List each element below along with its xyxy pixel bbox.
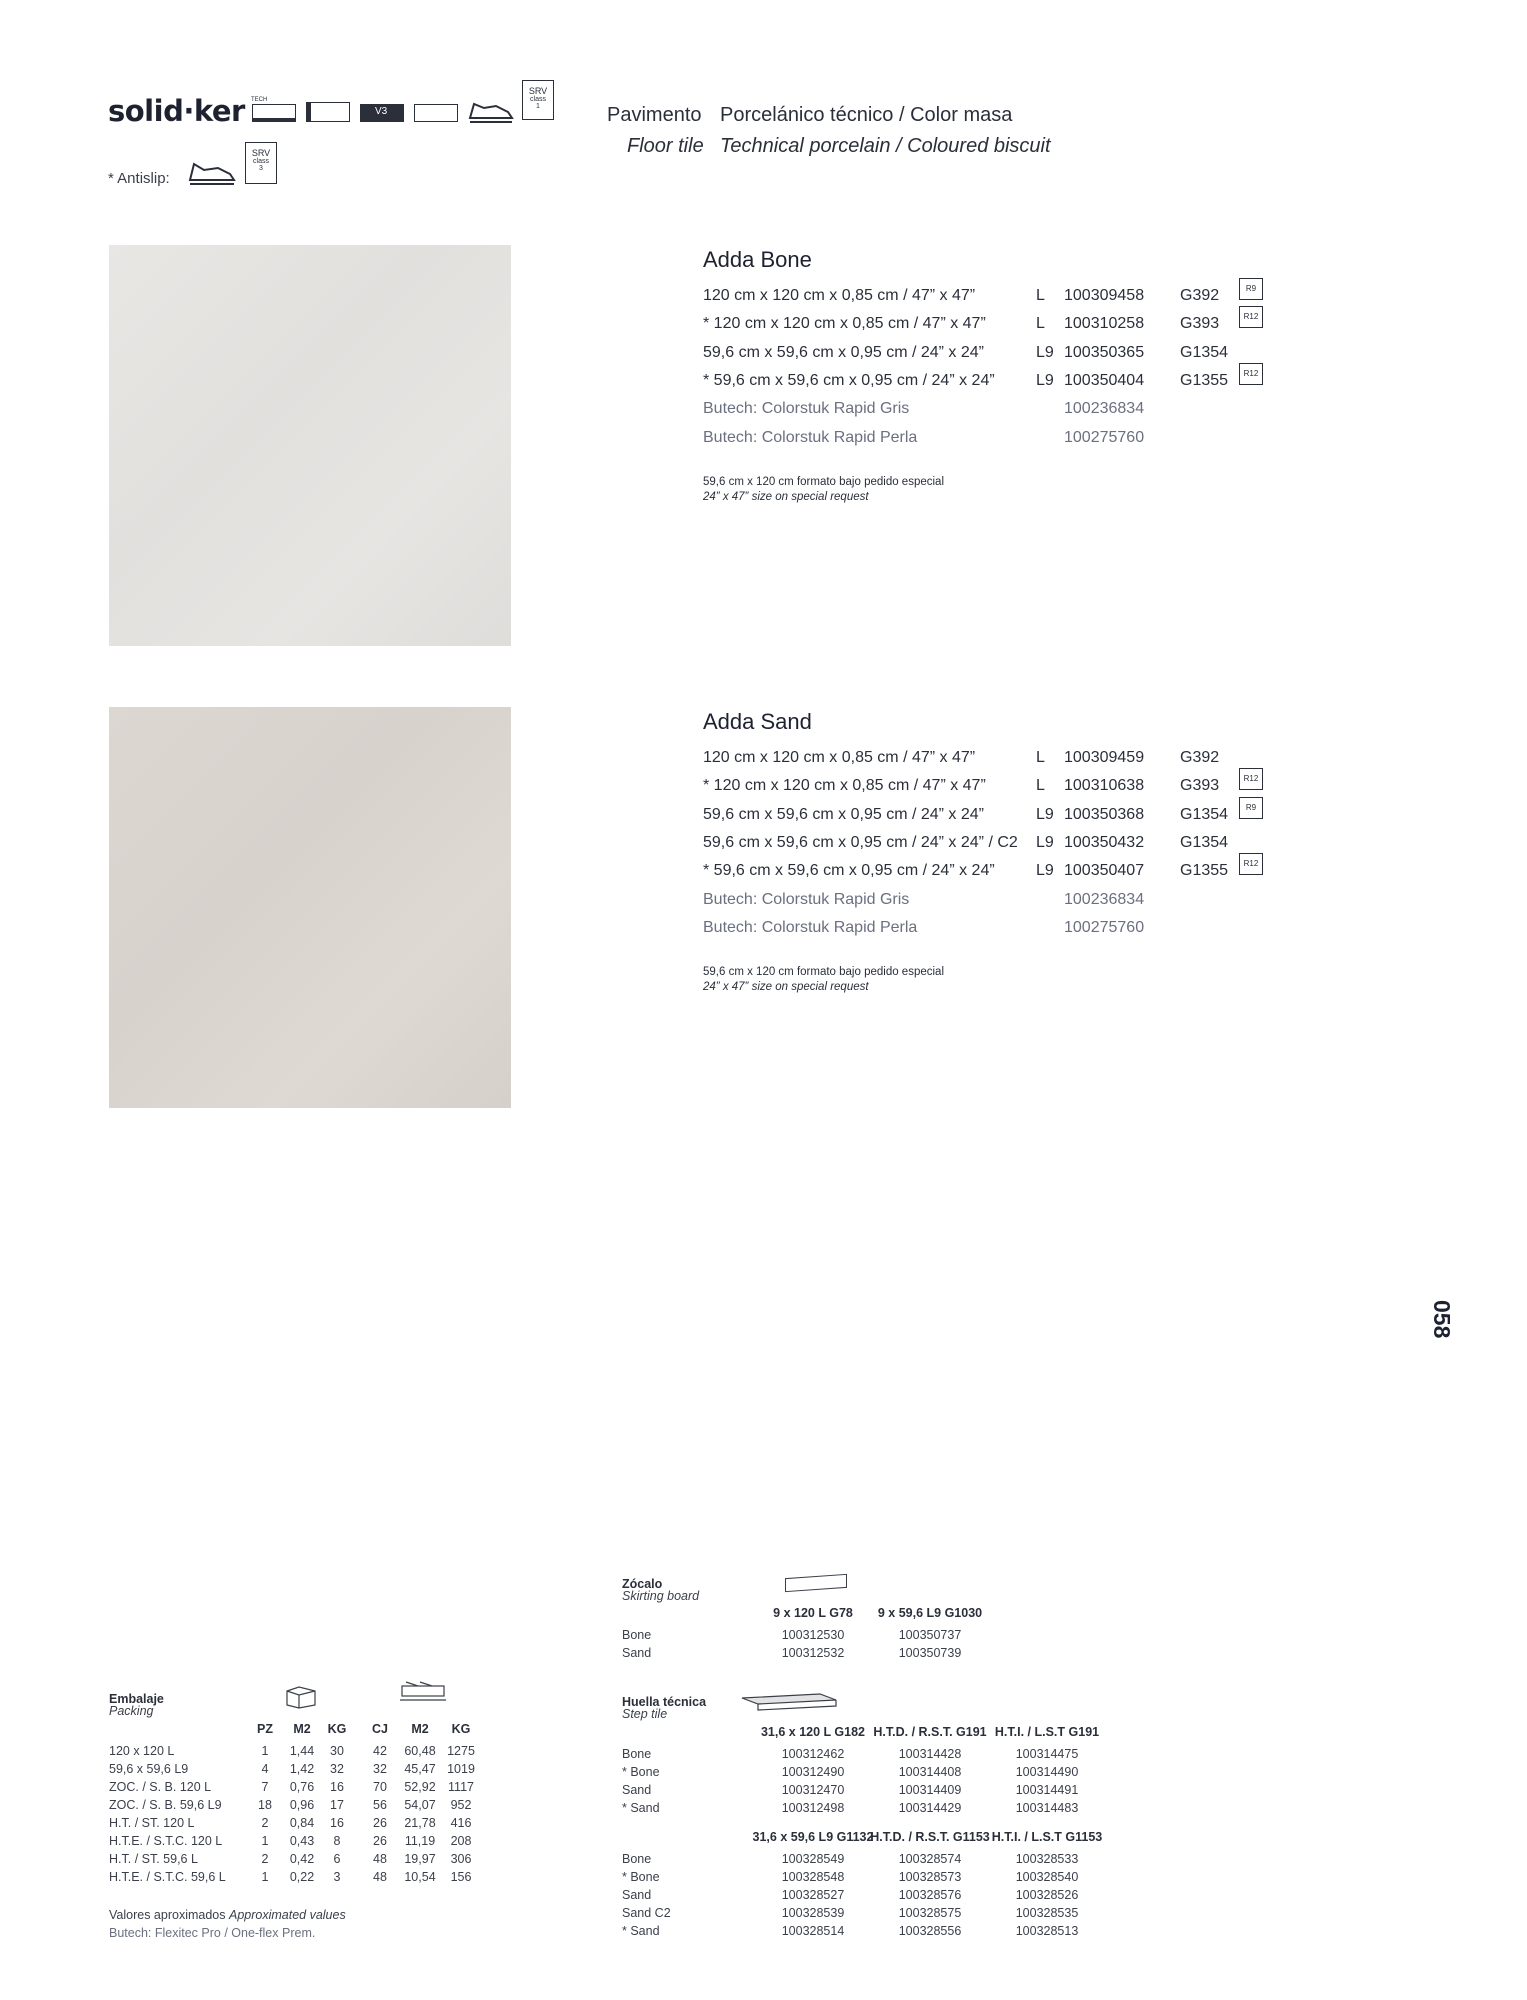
step-code: 100314491 (1015, 1783, 1079, 1797)
step-code: 100328556 (898, 1924, 962, 1938)
slip-rating-badge: R12 (1239, 306, 1263, 328)
size-cell: Butech: Colorstuk Rapid Perla (703, 918, 918, 936)
code-cell: 100350407 (1064, 862, 1145, 880)
packing-format: 59,6 x 59,6 L9 (109, 1762, 189, 1776)
packing-format: H.T. / ST. 120 L (109, 1816, 195, 1830)
packing-value: 1 (261, 1744, 269, 1758)
skirting-code: 100312532 (781, 1646, 845, 1660)
code-cell: 100350404 (1064, 371, 1145, 389)
packing-value: 11,19 (404, 1834, 436, 1848)
step-color: Sand (622, 1783, 652, 1797)
srv-label: SRV (251, 148, 271, 158)
srv-class-3-badge (245, 142, 277, 184)
packing-value: 1117 (448, 1780, 474, 1794)
packing-format: ZOC. / S. B. 59,6 L9 (109, 1798, 222, 1812)
size-cell: Butech: Colorstuk Rapid Gris (703, 400, 910, 418)
step-code: 100328575 (898, 1906, 962, 1920)
packing-format: ZOC. / S. B. 120 L (109, 1780, 212, 1794)
packing-title-es: Embalaje (109, 1692, 164, 1706)
packing-header: KG (327, 1722, 347, 1736)
group-cell: G393 (1180, 315, 1220, 333)
packing-value: 0,42 (289, 1852, 315, 1866)
srv-label: SRV (528, 86, 548, 96)
step-code: 100328549 (781, 1852, 845, 1866)
packing-value: 32 (330, 1762, 344, 1776)
packing-value: 1275 (447, 1744, 475, 1758)
packing-value: 952 (450, 1798, 472, 1812)
size-cell: Butech: Colorstuk Rapid Perla (703, 428, 918, 446)
butech-adhesive: Butech: Flexitec Pro / One-flex Prem. (109, 1926, 316, 1940)
product-title: Adda Sand (703, 709, 812, 734)
packing-value: 60,48 (404, 1744, 436, 1758)
packing-value: 45,47 (404, 1762, 436, 1776)
adda-bone-swatch (109, 245, 511, 646)
step-code: 100314475 (1015, 1747, 1079, 1761)
step-color: Bone (622, 1747, 652, 1761)
group-cell: G392 (1180, 287, 1220, 304)
packing-format: H.T.E. / S.T.C. 59,6 L (109, 1870, 226, 1884)
skirting-header: 9 x 120 L G78 (773, 1606, 853, 1620)
step-code: 100312498 (781, 1801, 845, 1815)
step-code: 100328574 (898, 1852, 962, 1866)
step-icon (740, 1690, 840, 1717)
special-order-note-es: 59,6 cm x 120 cm formato bajo pedido especial (703, 966, 944, 978)
antislip-shoe-icon (188, 158, 236, 191)
edge-cell: L (1036, 287, 1045, 304)
code-cell: 100310638 (1064, 777, 1145, 795)
tech-label: TECH (251, 97, 268, 103)
packing-format: 120 x 120 L (109, 1744, 175, 1758)
packing-value: 6 (333, 1852, 341, 1866)
packing-value: 3 (333, 1870, 341, 1884)
step-color: * Sand (622, 1801, 660, 1815)
code-cell: 100275760 (1064, 428, 1145, 446)
step-code: 100328514 (781, 1924, 845, 1938)
edge-cell: L (1036, 777, 1045, 795)
slip-rating-badge: R12 (1239, 768, 1263, 790)
pallet-icon (398, 1680, 448, 1711)
packing-value: 30 (330, 1744, 344, 1758)
step-code: 100314408 (898, 1765, 962, 1779)
packing-value: 7 (261, 1780, 269, 1794)
packing-value: 17 (330, 1798, 344, 1812)
step-code: 100314490 (1015, 1765, 1079, 1779)
step-code: 100312462 (781, 1747, 845, 1761)
packing-header: KG (451, 1722, 471, 1736)
box-icon (284, 1685, 318, 1714)
packing-value: 8 (333, 1834, 341, 1848)
group-cell: G1355 (1180, 862, 1229, 880)
packing-value: 0,43 (289, 1834, 315, 1848)
code-cell: 100350365 (1064, 343, 1145, 361)
step-code: 100328513 (1015, 1924, 1079, 1938)
size-cell: * 59,6 cm x 59,6 cm x 0,95 cm / 24” x 24” (703, 371, 995, 389)
packing-header: PZ (257, 1722, 273, 1736)
skirting-code: 100350737 (898, 1628, 962, 1642)
size-cell: * 120 cm x 120 cm x 0,85 cm / 47” x 47” (703, 777, 986, 795)
group-cell: G1354 (1180, 833, 1229, 851)
packing-value: 0,96 (289, 1798, 315, 1812)
edge-cell: L9 (1036, 833, 1054, 851)
size-cell: 120 cm x 120 cm x 0,85 cm / 47” x 47” (703, 287, 976, 304)
packing-value: 26 (373, 1834, 387, 1848)
code-cell: 100309459 (1064, 749, 1145, 766)
brand-logo (108, 94, 245, 128)
srv-class-label: class (530, 96, 546, 103)
step-header: H.T.I. / L.S.T G1153 (991, 1830, 1103, 1844)
skirting-header: 9 x 59,6 L9 G1030 (877, 1606, 983, 1620)
special-order-note-es: 59,6 cm x 120 cm formato bajo pedido especial (703, 476, 944, 488)
step-color: Sand C2 (622, 1906, 671, 1920)
step-title-es: Huella técnica (622, 1695, 707, 1709)
packing-format: H.T.E. / S.T.C. 120 L (109, 1834, 223, 1848)
step-code: 100328535 (1015, 1906, 1079, 1920)
step-code: 100314428 (898, 1747, 962, 1761)
step-code: 100314429 (898, 1801, 962, 1815)
size-cell: 120 cm x 120 cm x 0,85 cm / 47” x 47” (703, 749, 976, 766)
packing-header: M2 (293, 1722, 311, 1736)
antislip-label: * Antislip: (108, 170, 170, 187)
code-cell: 100275760 (1064, 918, 1145, 936)
code-cell: 100309458 (1064, 287, 1145, 304)
group-cell: G392 (1180, 749, 1220, 766)
step-code: 100314483 (1015, 1801, 1079, 1815)
packing-value: 1019 (447, 1762, 475, 1776)
srv-class-1-badge (522, 80, 554, 120)
step-code: 100328533 (1015, 1852, 1079, 1866)
packing-value: 16 (330, 1780, 344, 1794)
packing-value: 26 (373, 1816, 387, 1830)
brand-separator: · (183, 94, 194, 128)
packing-format: H.T. / ST. 59,6 L (109, 1852, 198, 1866)
size-cell: 59,6 cm x 59,6 cm x 0,95 cm / 24” x 24” (703, 343, 984, 361)
packing-value: 19,97 (404, 1852, 436, 1866)
special-order-note-en: 24” x 47” size on special request (703, 981, 869, 993)
size-cell: 59,6 cm x 59,6 cm x 0,95 cm / 24” x 24” (703, 805, 984, 823)
packing-value: 21,78 (404, 1816, 436, 1830)
skirting-color: Sand (622, 1646, 652, 1660)
group-cell: G1354 (1180, 805, 1229, 823)
packing-value: 32 (373, 1762, 387, 1776)
slip-rating-badge: R12 (1239, 363, 1263, 385)
skirting-title-en: Skirting board (622, 1589, 700, 1603)
packing-value: 1,42 (289, 1762, 315, 1776)
packing-value: 306 (450, 1852, 472, 1866)
step-color: * Bone (622, 1870, 660, 1884)
group-cell: G1355 (1180, 371, 1229, 389)
slip-rating-badge: R9 (1239, 797, 1263, 819)
packing-value: 56 (373, 1798, 387, 1812)
packing-value: 0,76 (289, 1780, 315, 1794)
header-es-label: Pavimento (607, 104, 702, 126)
packing-title-en: Packing (109, 1704, 154, 1718)
wall-tile-icon (306, 102, 350, 122)
group-cell: G1354 (1180, 343, 1229, 361)
packing-value: 0,84 (289, 1816, 315, 1830)
srv-class-number: 3 (259, 165, 263, 172)
step-code: 100314409 (898, 1783, 962, 1797)
group-cell: G393 (1180, 777, 1220, 795)
srv-class-label: class (253, 158, 269, 165)
step-color: * Sand (622, 1924, 660, 1938)
packing-value: 1 (261, 1870, 269, 1884)
step-color: Sand (622, 1888, 652, 1902)
edge-cell: L (1036, 315, 1045, 333)
packing-value: 42 (373, 1744, 387, 1758)
special-order-note-en: 24” x 47” size on special request (703, 491, 869, 503)
code-cell: 100236834 (1064, 890, 1145, 908)
edge-cell: L9 (1036, 805, 1054, 823)
size-cell: * 59,6 cm x 59,6 cm x 0,95 cm / 24” x 24” (703, 862, 995, 880)
code-cell: 100350432 (1064, 833, 1145, 851)
packing-header: M2 (411, 1722, 429, 1736)
step-code: 100328526 (1015, 1888, 1079, 1902)
page-number: 058 (1429, 1300, 1455, 1339)
packing-value: 2 (261, 1852, 269, 1866)
step-header: 31,6 x 120 L G182 (760, 1725, 866, 1739)
step-code: 100328527 (781, 1888, 845, 1902)
approx-es: Valores aproximados (109, 1908, 226, 1922)
approx-en: Approximated values (228, 1908, 346, 1922)
edge-cell: L9 (1036, 343, 1054, 361)
step-color: Bone (622, 1852, 652, 1866)
step-code: 100328548 (781, 1870, 845, 1884)
header-en-label: Floor tile (627, 135, 704, 157)
step-code: 100328573 (898, 1870, 962, 1884)
step-code: 100328576 (898, 1888, 962, 1902)
skirting-code: 100350739 (898, 1646, 962, 1660)
packing-value: 70 (373, 1780, 387, 1794)
packing-value: 1,44 (289, 1744, 315, 1758)
packing-value: 1 (261, 1834, 269, 1848)
packing-value: 48 (373, 1870, 387, 1884)
edge-cell: L (1036, 749, 1045, 766)
approx-values (109, 1908, 346, 1922)
brand-left: solid (108, 94, 184, 128)
v3-icon (360, 104, 404, 122)
packing-value: 16 (330, 1816, 344, 1830)
packing-header: CJ (372, 1722, 388, 1736)
size-cell: 59,6 cm x 59,6 cm x 0,95 cm / 24” x 24” / C2 (703, 833, 1018, 851)
packing-value: 4 (261, 1762, 269, 1776)
step-header: 31,6 x 59,6 L9 G1132 (752, 1830, 874, 1844)
step-code: 100328540 (1015, 1870, 1079, 1884)
edge-cell: L9 (1036, 371, 1054, 389)
packing-value: 54,07 (404, 1798, 436, 1812)
step-code: 100312490 (781, 1765, 845, 1779)
header-en-desc: Technical porcelain / Coloured biscuit (720, 135, 1051, 157)
header-es-desc: Porcelánico técnico / Color masa (720, 104, 1013, 126)
tech-floor-icon (252, 104, 296, 122)
brand-right: ker (193, 94, 245, 128)
edge-cell: L9 (1036, 862, 1054, 880)
shoe-icon (468, 98, 514, 129)
srv-class-number: 1 (536, 103, 540, 110)
skirting-code: 100312530 (781, 1628, 845, 1642)
step-code: 100328539 (781, 1906, 845, 1920)
packing-value: 10,54 (404, 1870, 436, 1884)
packing-value: 0,22 (289, 1870, 315, 1884)
step-header: H.T.D. / R.S.T. G191 (873, 1725, 987, 1739)
packing-value: 208 (450, 1834, 472, 1848)
packing-value: 52,92 (404, 1780, 436, 1794)
code-cell: 100310258 (1064, 315, 1145, 333)
v3-label: V3 (375, 106, 388, 117)
packing-value: 416 (450, 1816, 472, 1830)
step-code: 100312470 (781, 1783, 845, 1797)
step-header: H.T.I. / L.S.T G191 (994, 1725, 1100, 1739)
step-title-en: Step tile (622, 1707, 668, 1721)
slip-rating-badge: R9 (1239, 278, 1263, 300)
packing-value: 18 (258, 1798, 272, 1812)
code-cell: 100350368 (1064, 805, 1145, 823)
packing-value: 156 (450, 1870, 472, 1884)
skirting-title-es: Zócalo (622, 1577, 663, 1591)
size-cell: * 120 cm x 120 cm x 0,85 cm / 47” x 47” (703, 315, 986, 333)
packing-value: 48 (373, 1852, 387, 1866)
code-cell: 100236834 (1064, 400, 1145, 418)
skirting-color: Bone (622, 1628, 652, 1642)
size-cell: Butech: Colorstuk Rapid Gris (703, 890, 910, 908)
product-title: Adda Bone (703, 247, 812, 272)
step-header: H.T.D. / R.S.T. G1153 (870, 1830, 990, 1844)
packing-value: 2 (261, 1816, 269, 1830)
skirting-icon (785, 1574, 847, 1592)
step-color: * Bone (622, 1765, 660, 1779)
adda-sand-swatch (109, 707, 511, 1108)
slip-rating-badge: R12 (1239, 853, 1263, 875)
floor-tile-icon (414, 104, 458, 122)
